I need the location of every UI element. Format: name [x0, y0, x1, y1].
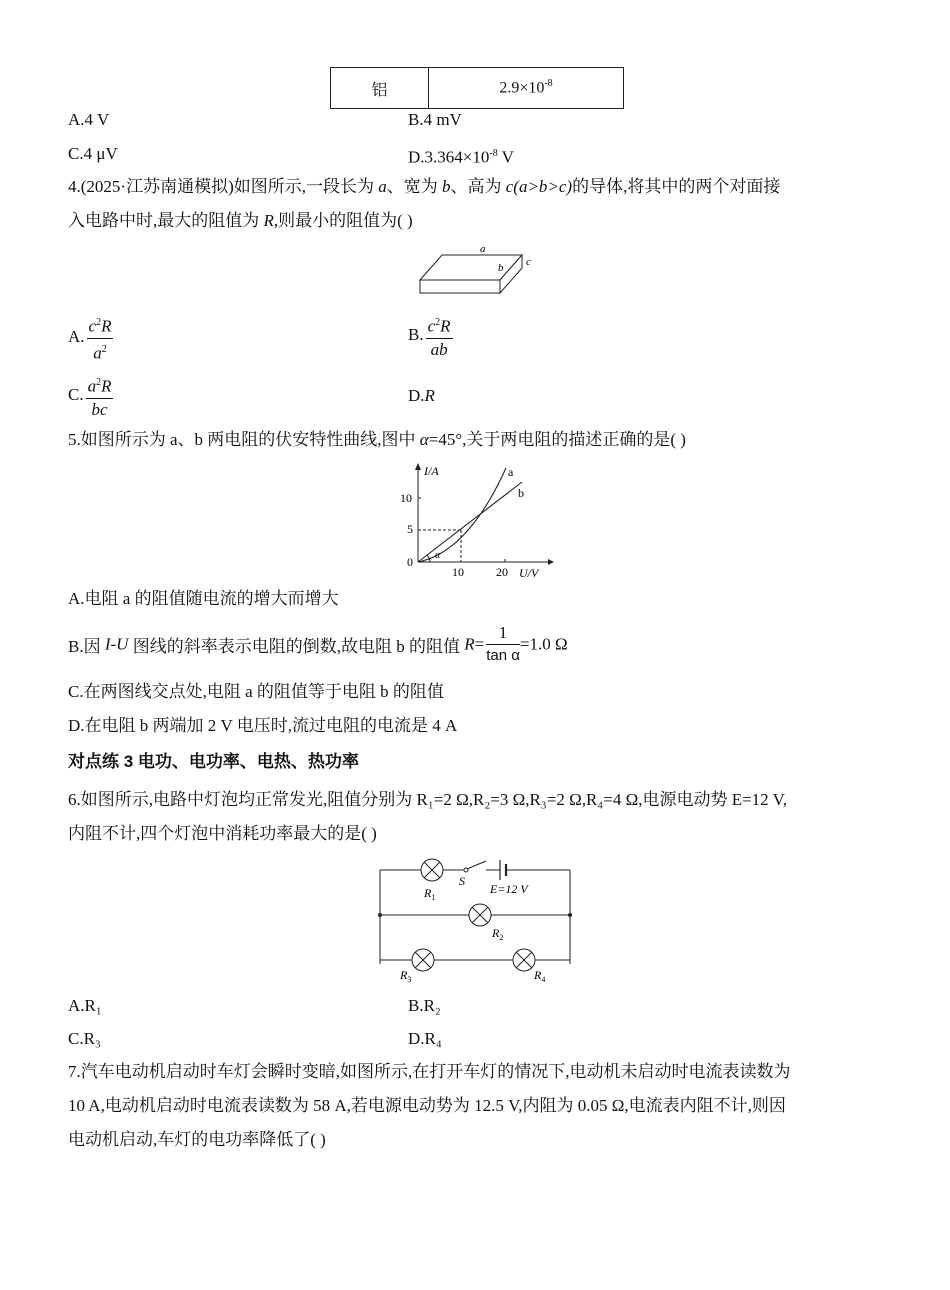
q6-option-d: D.R₄: [408, 1029, 442, 1048]
r2-label: $R_2$: [492, 926, 504, 942]
q6-option-c: C.R₃: [68, 1029, 101, 1048]
y-tick-5: 5: [407, 522, 413, 536]
q7-stem-line1: 7.汽车电动机启动时车灯会瞬时变暗,如图所示,在打开车灯的情况下,电动机未启动时电流表读数为: [68, 1062, 791, 1081]
value-cell: $2.9\times 10^{-8}$: [429, 68, 624, 109]
q5-stem: 5.如图所示为 a、b 两电阻的伏安特性曲线,图中 α=45°,关于两电阻的描述正确的是( ): [68, 430, 686, 449]
q3-option-b: B.4 mV: [408, 110, 462, 129]
q5-option-b: B.因 I-U 图线的斜率表示电阻的倒数,故电阻 b 的阻值 R= $\frac{1}{\text{tan α}}$ =1.0 Ω: [68, 622, 568, 667]
q3-option-a: A.4 V: [68, 110, 110, 129]
fraction: $\frac{1}{\text{tan α}}$: [486, 623, 520, 664]
q5-option-a: A.电阻 a 的阻值随电流的增大而增大: [68, 589, 339, 608]
angle-label: α: [435, 550, 441, 561]
label-a: a: [480, 243, 486, 255]
curve-a-label: a: [508, 465, 514, 479]
r4-label: $R_4$: [534, 968, 546, 984]
label-c: c: [526, 256, 531, 268]
iu-graph: [398, 460, 558, 582]
fraction: $\frac{c^2R}{ab}$: [426, 312, 453, 361]
q4-stem-line1: 4.(2025·江苏南通模拟)如图所示,一段长为 a、宽为 b、高为 c(a>b>c)的导体,将其中的两个对面接: [68, 177, 781, 196]
circuit-diagram: [372, 852, 582, 987]
label-b: b: [498, 262, 504, 274]
conductor-block-figure: [410, 240, 540, 300]
resistivity-table: [330, 67, 624, 109]
y-axis-label: I/A: [424, 464, 439, 478]
section-header: 对点练 3 电功、电功率、电热、热功率: [68, 752, 359, 771]
block-front-face: [420, 280, 500, 293]
x-axis-arrow: [548, 559, 554, 565]
q4-option-b: B. $\frac{c^2R}{ab}$: [408, 312, 453, 361]
q6-stem-line2: 内阻不计,四个灯泡中消耗功率最大的是( ): [68, 824, 377, 843]
q6-option-a: A.R₁: [68, 996, 102, 1015]
x-tick-10: 10: [452, 565, 464, 579]
curve-b: [418, 482, 522, 562]
y-tick-10: 10: [400, 491, 412, 505]
x-tick-20: 20: [496, 565, 508, 579]
q3-option-d: $D.3.364\times 10^{-8}$ V: [408, 147, 514, 167]
q4-stem-line2: 入电路中时,最大的阻值为 R,则最小的阻值为( ): [68, 211, 413, 230]
q4-option-a: A. $\frac{c^2R}{a^2}$: [68, 312, 113, 364]
q6-stem-line1: 6.如图所示,电路中灯泡均正常发光,阻值分别为 R₁=2 Ω,R₂=3 Ω,R₃=2 Ω,R₄=4 Ω,电源电动势 E=12 V,: [68, 790, 787, 809]
emf-label: E=12 V: [490, 882, 528, 896]
x-axis-label: U/V: [519, 566, 539, 580]
q3-option-c: C.4 μV: [68, 144, 118, 163]
q5-option-c: C.在两图线交点处,电阻 a 的阻值等于电阻 b 的阻值: [68, 682, 444, 701]
switch-label: S: [459, 874, 465, 888]
q7-stem-line2: 10 A,电动机启动时电流表读数为 58 A,若电源电动势为 12.5 V,内阻为 0.05 Ω,电流表内阻不计,则因: [68, 1096, 786, 1115]
fraction: $\frac{a^2R}{bc}$: [86, 372, 114, 421]
table-row: [331, 68, 624, 109]
curve-b-label: b: [518, 486, 524, 500]
material-cell: 铝: [331, 68, 429, 109]
y-axis-arrow: [415, 463, 421, 470]
r3-label: $R_3$: [400, 968, 412, 984]
r1-label: $R_1$: [424, 886, 436, 902]
switch-s: [467, 861, 486, 869]
q4-option-d: D.R: [408, 386, 435, 405]
q4-option-c: C. $\frac{a^2R}{bc}$: [68, 372, 113, 421]
fraction: $\frac{c^2R}{a^2}$: [87, 312, 114, 364]
origin-label: 0: [407, 555, 413, 569]
junction-node: [378, 913, 382, 917]
q5-option-d: D.在电阻 b 两端加 2 V 电压时,流过电阻的电流是 4 A: [68, 716, 458, 735]
q7-stem-line3: 电动机启动,车灯的电功率降低了( ): [68, 1130, 326, 1149]
q6-option-b: B.R₂: [408, 996, 441, 1015]
curve-a: [418, 468, 506, 562]
